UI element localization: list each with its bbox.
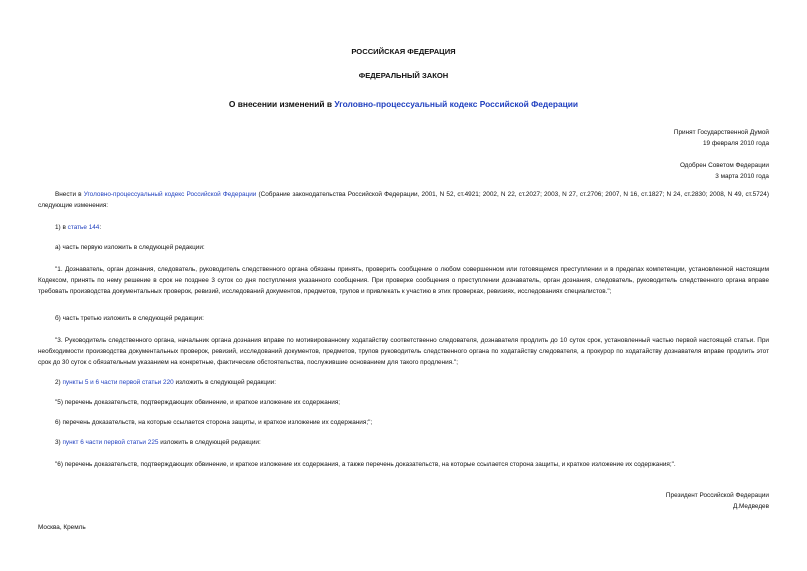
item-1-prefix: 1) в [55, 224, 68, 231]
article-220-link[interactable]: пункты 5 и 6 части первой статьи 220 [62, 379, 174, 386]
item-3-suffix: изложить в следующей редакции: [158, 439, 261, 446]
item-1-suffix: : [99, 224, 102, 231]
duma-adoption-label: Принят Государственной Думой [673, 129, 769, 136]
item-1b: б) часть третью изложить в следующей редакции: [55, 315, 204, 322]
place-of-signing: Москва, Кремль [38, 524, 86, 531]
item-3-text: "6) перечень доказательств, подтверждающих обвинение, и краткое изложение их содержания, а также перечень доказательств, на которые ссылается сторона защиты, и краткое изложение их содержания;". [55, 461, 676, 468]
intro-code-link[interactable]: Уголовно-процессуальный кодекс Российской Федерации [83, 191, 257, 198]
item-1 [55, 222, 769, 233]
item-2-point-6: 6) перечень доказательств, на которые ссылается сторона защиты, и краткое изложение их содержания;"; [55, 419, 373, 426]
item-1a-text: "1. Дознаватель, орган дознания, следователь, руководитель следственного органа обязаны принять, проверить сообщение о любом совершенном или готовящемся преступлении и в пределах компетенции, установленной настоящим Кодексом, принять по нему решение в срок не позднее 3 суток со дня поступления указанного сообщения. При проверке сообщения о преступлении дознаватель, орган дознания, следователь, руководитель следственного органа вправе требовать производства документальных проверок, ревизий, исследований документов, предметов, трупов и привлекать к участию в этих проверках, ревизиях, исследованиях специалистов."; [38, 266, 769, 295]
law-type-heading: ФЕДЕРАЛЬНЫЙ ЗАКОН [358, 71, 449, 80]
country-heading: РОССИЙСКАЯ ФЕДЕРАЦИЯ [351, 47, 456, 56]
document-page [38, 0, 769, 571]
law-title-prefix: О внесении изменений в [228, 99, 335, 109]
intro-suffix: (Собрание законодательства Российской Федерации, 2001, N 52, ст.4921; 2002, N 22, ст.2027; 2003, N 27, ст.2706; 2007, N 16, ст.1827; N 24, ст.2830; 2008, N 49, ст.5724) следующие изменения: [38, 191, 769, 209]
item-3-prefix: 3) [55, 439, 63, 446]
item-1a: а) часть первую изложить в следующей редакции: [55, 244, 205, 251]
article-225-link[interactable]: пункт 6 части первой статьи 225 [62, 439, 159, 446]
council-approval-label: Одобрен Советом Федерации [679, 162, 769, 169]
intro-paragraph [38, 189, 769, 211]
article-144-link[interactable]: статье 144 [67, 224, 100, 231]
item-2-prefix: 2) [55, 379, 63, 386]
council-approval [680, 160, 769, 182]
item-3 [55, 437, 769, 448]
signature-name: Д.Медведев [732, 503, 769, 510]
duma-adoption [674, 127, 769, 149]
duma-adoption-date: 19 февраля 2010 года [702, 140, 769, 147]
code-title-link[interactable]: Уголовно-процессуальный кодекс Российской Федерации [334, 99, 579, 109]
item-1b-text: "3. Руководитель следственного органа, начальник органа дознания вправе по мотивированному ходатайству соответственно следователя, дознавателя продлить до 10 суток срок, установленный частью первой настоящей статьи. При необходимости производства документальных проверок, ревизий, исследований документов, предметов, трупов руководитель следственного органа по ходатайству следователя, а прокурор по ходатайству дознавателя вправе продлить этот срок до 30 суток с обязательным указанием на конкретные, фактические обстоятельства, послужившие основанием для такого продления."; [38, 337, 769, 366]
item-2-suffix: изложить в следующей редакции: [173, 379, 276, 386]
signature-block [666, 490, 769, 512]
item-2-point-5: "5) перечень доказательств, подтверждающих обвинение, и краткое изложение их содержания; [55, 399, 341, 406]
council-approval-date: 3 марта 2010 года [715, 173, 769, 180]
intro-prefix: Внести в [55, 191, 84, 198]
law-title [38, 99, 769, 109]
signature-position: Президент Российской Федерации [665, 492, 769, 499]
item-2 [55, 377, 769, 388]
